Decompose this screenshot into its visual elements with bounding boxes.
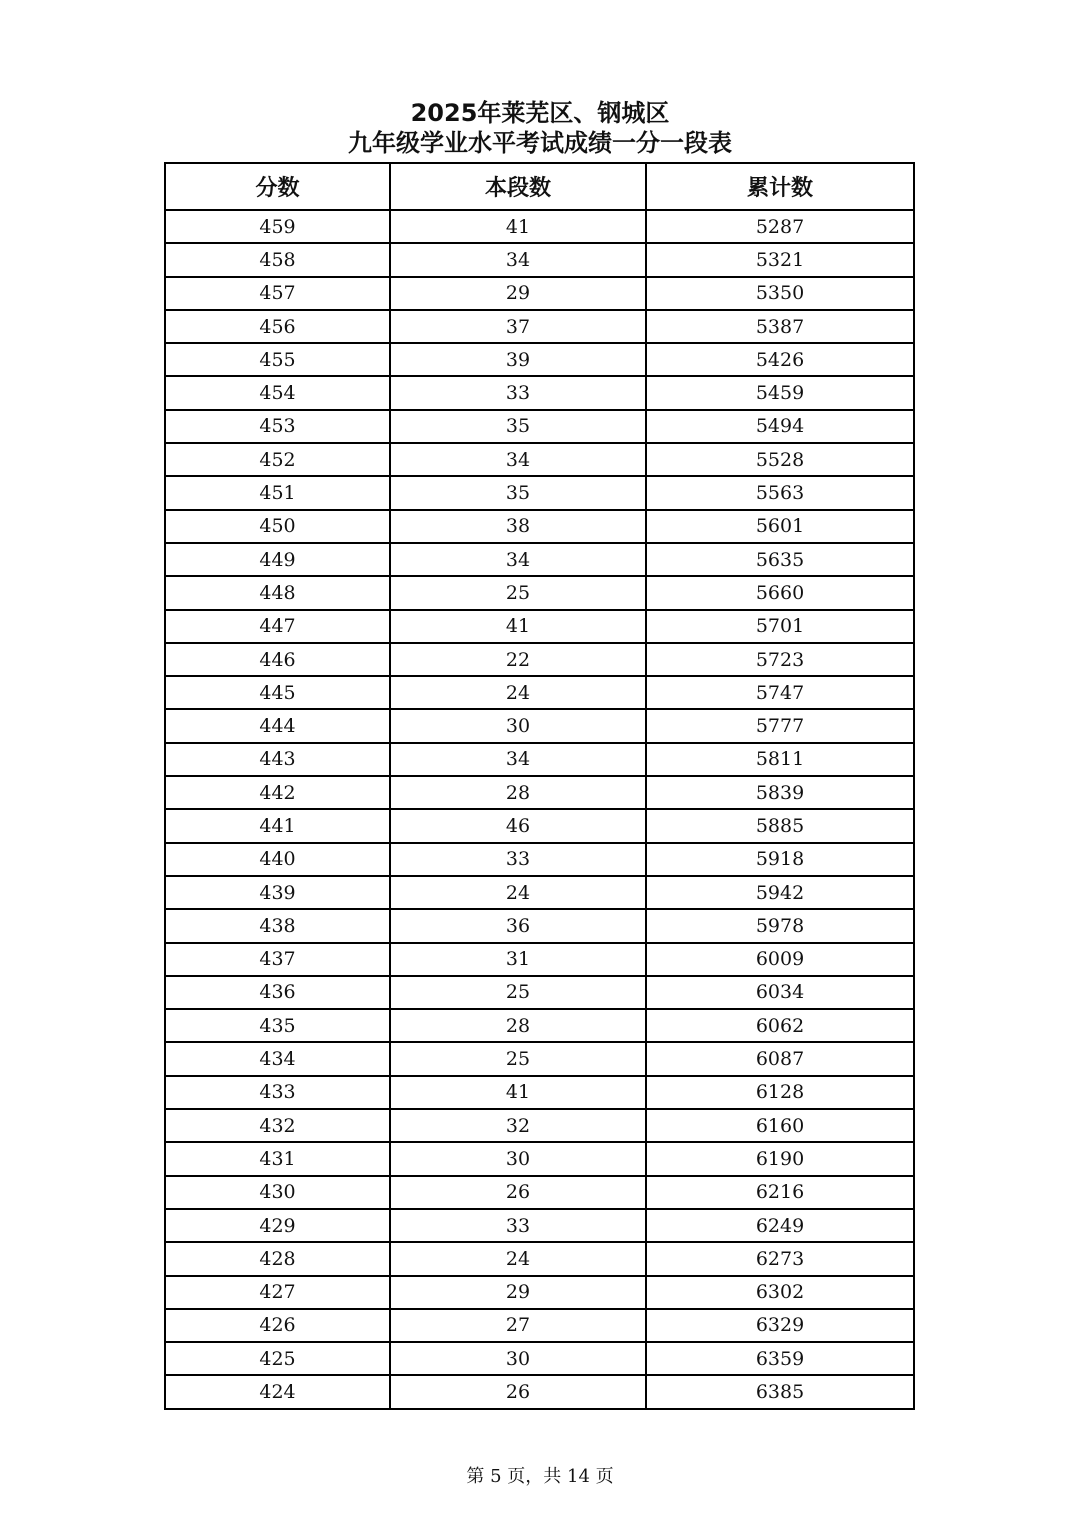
table-row — [165, 776, 914, 809]
table-header-row — [165, 163, 914, 210]
segment-count-cell: 24 — [390, 676, 646, 709]
score-cell: 441 — [165, 809, 390, 842]
score-cell: 424 — [165, 1375, 390, 1408]
segment-count-cell: 38 — [390, 510, 646, 543]
segment-count-cell: 35 — [390, 410, 646, 443]
cumulative-count-cell: 6190 — [646, 1142, 914, 1175]
score-cell: 450 — [165, 510, 390, 543]
score-cell: 451 — [165, 476, 390, 509]
cumulative-count-cell: 5978 — [646, 909, 914, 942]
cumulative-count-cell: 6009 — [646, 943, 914, 976]
segment-count-cell: 46 — [390, 809, 646, 842]
segment-count-cell: 25 — [390, 1042, 646, 1075]
score-cell: 428 — [165, 1242, 390, 1275]
score-cell: 459 — [165, 210, 390, 243]
cumulative-count-cell: 5321 — [646, 243, 914, 276]
table-row — [165, 277, 914, 310]
cumulative-count-cell: 5839 — [646, 776, 914, 809]
cumulative-count-cell: 6216 — [646, 1176, 914, 1209]
header-segment-count: 本段数 — [390, 163, 646, 210]
segment-count-cell: 28 — [390, 776, 646, 809]
segment-count-cell: 39 — [390, 343, 646, 376]
score-cell: 430 — [165, 1176, 390, 1209]
table-row — [165, 643, 914, 676]
score-cell: 443 — [165, 743, 390, 776]
table-row — [165, 1076, 914, 1109]
table-row — [165, 1109, 914, 1142]
score-cell: 426 — [165, 1309, 390, 1342]
score-cell: 448 — [165, 576, 390, 609]
cumulative-count-cell: 6128 — [646, 1076, 914, 1109]
cumulative-count-cell: 6062 — [646, 1009, 914, 1042]
segment-count-cell: 29 — [390, 1276, 646, 1309]
cumulative-count-cell: 6359 — [646, 1342, 914, 1375]
score-cell: 458 — [165, 243, 390, 276]
score-cell: 425 — [165, 1342, 390, 1375]
table-row — [165, 1242, 914, 1275]
score-cell: 435 — [165, 1009, 390, 1042]
cumulative-count-cell: 5563 — [646, 476, 914, 509]
title-line-1: 2025年莱芜区、钢城区 — [410, 99, 670, 127]
cumulative-count-cell: 5287 — [646, 210, 914, 243]
segment-count-cell: 37 — [390, 310, 646, 343]
cumulative-count-cell: 5459 — [646, 376, 914, 409]
score-cell: 442 — [165, 776, 390, 809]
segment-count-cell: 28 — [390, 1009, 646, 1042]
segment-count-cell: 33 — [390, 843, 646, 876]
table-row — [165, 243, 914, 276]
segment-count-cell: 29 — [390, 277, 646, 310]
score-distribution-table — [164, 162, 915, 1410]
score-cell: 452 — [165, 443, 390, 476]
cumulative-count-cell: 6034 — [646, 976, 914, 1009]
segment-count-cell: 34 — [390, 443, 646, 476]
segment-count-cell: 34 — [390, 243, 646, 276]
segment-count-cell: 22 — [390, 643, 646, 676]
cumulative-count-cell: 5660 — [646, 576, 914, 609]
cumulative-count-cell: 5426 — [646, 343, 914, 376]
score-cell: 444 — [165, 709, 390, 742]
cumulative-count-cell: 5528 — [646, 443, 914, 476]
segment-count-cell: 32 — [390, 1109, 646, 1142]
cumulative-count-cell: 5747 — [646, 676, 914, 709]
header-cumulative-count: 累计数 — [646, 163, 914, 210]
header-score: 分数 — [165, 163, 390, 210]
score-cell: 432 — [165, 1109, 390, 1142]
score-cell: 455 — [165, 343, 390, 376]
table-row — [165, 843, 914, 876]
cumulative-count-cell: 5942 — [646, 876, 914, 909]
table-row — [165, 1276, 914, 1309]
table-row — [165, 210, 914, 243]
table-row — [165, 676, 914, 709]
segment-count-cell: 25 — [390, 976, 646, 1009]
cumulative-count-cell: 5723 — [646, 643, 914, 676]
cumulative-count-cell: 5601 — [646, 510, 914, 543]
score-cell: 431 — [165, 1142, 390, 1175]
cumulative-count-cell: 6160 — [646, 1109, 914, 1142]
table-row — [165, 1042, 914, 1075]
score-cell: 440 — [165, 843, 390, 876]
segment-count-cell: 24 — [390, 876, 646, 909]
table-row — [165, 743, 914, 776]
table-row — [165, 976, 914, 1009]
cumulative-count-cell: 5494 — [646, 410, 914, 443]
segment-count-cell: 24 — [390, 1242, 646, 1275]
segment-count-cell: 30 — [390, 709, 646, 742]
table-row — [165, 943, 914, 976]
segment-count-cell: 30 — [390, 1342, 646, 1375]
segment-count-cell: 34 — [390, 743, 646, 776]
segment-count-cell: 41 — [390, 1076, 646, 1109]
table-row — [165, 1309, 914, 1342]
cumulative-count-cell: 5701 — [646, 610, 914, 643]
cumulative-count-cell: 5918 — [646, 843, 914, 876]
score-cell: 429 — [165, 1209, 390, 1242]
segment-count-cell: 30 — [390, 1142, 646, 1175]
score-cell: 427 — [165, 1276, 390, 1309]
table-row — [165, 510, 914, 543]
title-line-2: 九年级学业水平考试成绩一分一段表 — [348, 129, 732, 157]
table-row — [165, 909, 914, 942]
table-row — [165, 1009, 914, 1042]
table-row — [165, 709, 914, 742]
table-row — [165, 1209, 914, 1242]
score-cell: 456 — [165, 310, 390, 343]
table-row — [165, 1176, 914, 1209]
cumulative-count-cell: 5350 — [646, 277, 914, 310]
score-cell: 446 — [165, 643, 390, 676]
segment-count-cell: 26 — [390, 1375, 646, 1408]
table-row — [165, 1342, 914, 1375]
table-row — [165, 1142, 914, 1175]
table-row — [165, 376, 914, 409]
table-row — [165, 610, 914, 643]
segment-count-cell: 35 — [390, 476, 646, 509]
cumulative-count-cell: 5635 — [646, 543, 914, 576]
cumulative-count-cell: 6329 — [646, 1309, 914, 1342]
cumulative-count-cell: 5387 — [646, 310, 914, 343]
table-row — [165, 343, 914, 376]
segment-count-cell: 25 — [390, 576, 646, 609]
table-row — [165, 410, 914, 443]
table-body — [165, 210, 914, 1409]
cumulative-count-cell: 6302 — [646, 1276, 914, 1309]
score-cell: 447 — [165, 610, 390, 643]
table-row — [165, 809, 914, 842]
table-row — [165, 543, 914, 576]
score-cell: 445 — [165, 676, 390, 709]
score-cell: 434 — [165, 1042, 390, 1075]
segment-count-cell: 34 — [390, 543, 646, 576]
table-row — [165, 476, 914, 509]
segment-count-cell: 26 — [390, 1176, 646, 1209]
table-row — [165, 576, 914, 609]
score-cell: 454 — [165, 376, 390, 409]
document-title — [0, 98, 1080, 158]
score-cell: 439 — [165, 876, 390, 909]
score-cell: 453 — [165, 410, 390, 443]
table-row — [165, 876, 914, 909]
segment-count-cell: 33 — [390, 1209, 646, 1242]
cumulative-count-cell: 6273 — [646, 1242, 914, 1275]
page-number: 第 5 页，共 14 页 — [466, 1466, 614, 1487]
table-row — [165, 443, 914, 476]
cumulative-count-cell: 5811 — [646, 743, 914, 776]
segment-count-cell: 31 — [390, 943, 646, 976]
cumulative-count-cell: 6087 — [646, 1042, 914, 1075]
score-cell: 433 — [165, 1076, 390, 1109]
table-row — [165, 310, 914, 343]
cumulative-count-cell: 5885 — [646, 809, 914, 842]
segment-count-cell: 41 — [390, 610, 646, 643]
cumulative-count-cell: 6249 — [646, 1209, 914, 1242]
score-cell: 437 — [165, 943, 390, 976]
segment-count-cell: 27 — [390, 1309, 646, 1342]
score-cell: 457 — [165, 277, 390, 310]
cumulative-count-cell: 5777 — [646, 709, 914, 742]
score-cell: 436 — [165, 976, 390, 1009]
score-cell: 449 — [165, 543, 390, 576]
table-row — [165, 1375, 914, 1408]
score-cell: 438 — [165, 909, 390, 942]
segment-count-cell: 36 — [390, 909, 646, 942]
segment-count-cell: 33 — [390, 376, 646, 409]
segment-count-cell: 41 — [390, 210, 646, 243]
cumulative-count-cell: 6385 — [646, 1375, 914, 1408]
